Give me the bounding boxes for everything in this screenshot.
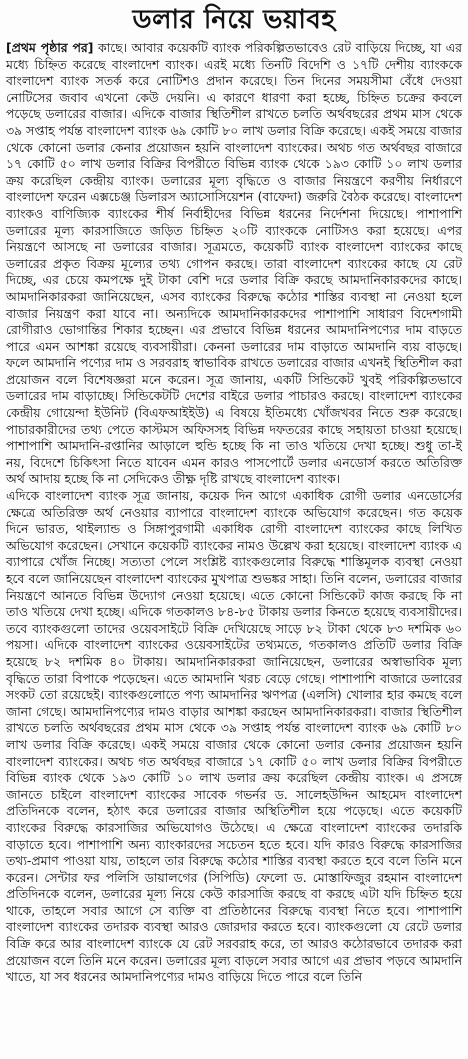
paragraph-2-text: এদিকে বাংলাদেশ ব্যাংক সূত্র জানায়, কয়েক দিন আগে একাধিক রোগী ডলার এনডোর্সের ক্ষেত্রে অতিরিক্ত অর্থ নেওয়ার ব্যাপারে বাংলাদেশ ব্যাংকে অভিযোগ করেছেন। গত কয়েক দিনে ভারত, থাইল্যান্ড ও সিঙ্গাপুরগামী একাধিক রোগী বাংলাদেশ ব্যাংকের কাছে লিখিত অভিযোগ করেছেন। সেখানে কয়েকটি ব্যাংকের নামও উল্লেখ করা হয়েছে। বাংলাদেশ ব্যাংক এ ব্যাপারে খোঁজ নিচ্ছে। সত্যতা পেলে সংশ্লিষ্ট ব্যাংকগুলোর বিরুদ্ধে শাস্তিমূলক ব্যবস্থা নেওয়া হবে বলে জানিয়েছেন বাংলাদেশ ব্যাংকের মুখপাত্র শুভঙ্কর সাহা। তিনি বলেন, ডলারের বাজার নিয়ন্ত্রণে আনতে বিভিন্ন উদ্যোগ নেওয়া হয়েছে। এতে কোনো সিন্ডিকেট কাজ করছে কি না তাও খতিয়ে দেখা হচ্ছে। এদিকে গতকালও ৮৪-৮৫ টাকায় ডলার কিনতে হয়েছে ব্যবসায়ীদের। তবে ব্যাংকগুলো তাদের ওয়েবসাইটে বিক্রি দেখিয়েছে সাড়ে ৮২ টাকা থেকে ৮৩ দশমিক ৬০ পয়সা। এদিকে বাংলাদেশ ব্যাংকের ওয়েবসাইটের তথ্যমতে, গতকালও প্রতিটি ডলার বিক্রি হয়েছে ৮২ দশমিক ৪০ টাকায়। আমদানিকারকরা জানিয়েছেন, ডলারের অস্বাভাবিক মূল্য বৃদ্ধিতে তারা বিপাকে পড়েছেন। এতে আমদানি খরচ বেড়ে গেছে। পাশাপাশি বাজারে ডলারের সংকট তো রয়েছেই। ব্যাংকগুলোতে পণ্য আমদানির ঋণপত্র (এলসি) খোলার হার কমছে বলে জানা গেছে। আমদানিপণ্যের দামও বাড়ার আশঙ্কা করছেন আমদানিকারকরা। বাজার স্থিতিশীল রাখতে চলতি অর্থবছরের প্রথম মাস থেকে ৩৯ সপ্তাহ পর্যন্ত বাংলাদেশ ব্যাংক ৬৯ কোটি ৮০ লাখ ডলার বিক্রি করেছে। একই সময়ে বাজার থেকে কোনো ডলার কেনার প্রয়োজন হয়নি বাংলাদেশ ব্যাংকের। অথচ গত অর্থবছর বাজারে ১৭ কোটি ৫০ লাখ ডলার বিক্রির বিপরীতে বিভিন্ন ব্যাংক থেকে ১৯৩ কোটি ১০ লাখ ডলার ক্রয় করেছিল কেন্দ্রীয় ব্যাংক। এ প্রসঙ্গে জানতে চাইলে বাংলাদেশ ব্যাংকের সাবেক গভর্নর ড. সালেহউদ্দিন আহমেদ বাংলাদেশ প্রতিদিনকে বলেন, হঠাৎ করে ডলারের বাজার অস্থিতিশীল হয়ে পড়েছে। এতে কয়েকটি ব্যাংকের বিরুদ্ধে কারসাজির অভিযোগও উঠেছে। এ ক্ষেত্রে বাংলাদেশ ব্যাংকের তদারকি বাড়াতে হবে। পাশাপাশি অন্য ব্যাংকারদের সচেতন হতে হবে। যদি কারও বিরুদ্ধে কারসাজির তথ্য-প্রমাণ পাওয়া যায়, তাহলে তার বিরুদ্ধে কঠোর শাস্তির ব্যবস্থা করতে হবে বলে তিনি মনে করেন। সেন্টার ফর পলিসি ডায়ালগের (সিপিডি) ফেলো ড. মোস্তাফিজুর রহমান বাংলাদেশ প্রতিদিনকে বলেন, ডলারের মূল্য নিয়ে কেউ কারসাজি করছে বা করছে এটা যদি চিহ্নিত হয়ে থাকে, তাহলে সবার আগে সে ব্যক্তি বা প্রতিষ্ঠানের বিরুদ্ধে ব্যবস্থা নিতে হবে। পাশাপাশি বাংলাদেশ ব্যাংকের তদারক ব্যবস্থা আরও জোরদার করতে হবে। ব্যাংকগুলো যে রেটে ডলার বিক্রি করে আর বাংলাদেশ ব্যাংকে যে রেট সরবরাহ করে, তা আরও কঠোরভাবে তদারক করা প্রয়োজন বলে তিনি মনে করেন। ডলারের মূল্য বাড়লে সবার আগে এর প্রভাব পড়বে আমদানি খাতে, যা সব ধরনের আমদানিপণ্যের দামও বাড়িয়ে দিতে পারে বলে তিনি bbox=[6, 488, 462, 985]
paragraph-1-text: কাছে। আবার কয়েকটি ব্যাংক পরিকল্পিতভাবেও রেট বাড়িয়ে দিচ্ছে, যা এর মধ্যে চিহ্নিত করেছে বাংলাদেশ ব্যাংক। এরই মধ্যে তিনটি বিদেশি ও ১৭টি দেশীয় ব্যাংককে বাংলাদেশ ব্যাংক সতর্ক করে নোটিশও প্রদান করেছে। তিন দিনের সময়সীমা বেঁধে দেওয়া নোটিসের জবাব এখনো কেউ দেয়নি। এ কারণে ধারণা করা হচ্ছে, চিহ্নিত চক্রের কবলে পড়েছে ডলারের বাজার। এদিকে বাজার স্থিতিশীল রাখতে চলতি অর্থবছরের প্রথম মাস থেকে ৩৯ সপ্তাহ পর্যন্ত বাংলাদেশ ব্যাংক ৬৯ কোটি ৮০ লাখ ডলার বিক্রি করেছে। একই সময়ে বাজার থেকে কোনো ডলার কেনার প্রয়োজন হয়নি বাংলাদেশ ব্যাংকের। অথচ গত অর্থবছর বাজারে ১৭ কোটি ৫০ লাখ ডলার বিক্রির বিপরীতে বিভিন্ন ব্যাংক থেকে ১৯৩ কোটি ১০ লাখ ডলার ক্রয় করেছিল কেন্দ্রীয় ব্যাংক। ডলারের মূল্য বৃদ্ধিতে ও বাজার নিয়ন্ত্রণে করণীয় নির্ধারণে বাংলাদেশ ফরেন এক্সচেঞ্জ ডিলারস অ্যাসোসিয়েশন (বাফেদা) জরুরি বৈঠক করেছে। বাংলাদেশ ব্যাংকও বাণিজ্যিক ব্যাংকের শীর্ষ নির্বাহীদের বিভিন্ন ধরনের নির্দেশনা দিয়েছে। পাশাপাশি ডলারের মূল্য কারসাজিতে জড়িত চিহ্নিত ২০টি ব্যাংককে নোটিসও করা হয়েছে। এপর নিয়ন্ত্রণে আসছে না ডলারের বাজার। সূত্রমতে, কয়েকটি ব্যাংক বাংলাদেশ ব্যাংকের কাছে ডলারের প্রকৃত বিক্রয় মূল্যের তথ্য গোপন করছে। তারা বাংলাদেশ ব্যাংকের কাছে যে রেট দিচ্ছে, এর চেয়ে কমপক্ষে দুই টাকা বেশি দরে ডলার বিক্রি করছে আমদানিকারকদের কাছে। আমদানিকারকরা জানিয়েছেন, এসব ব্যাংকের বিরুদ্ধে কঠোর শাস্তির ব্যবস্থা না নেওয়া হলে বাজার নিয়ন্ত্রণ করা যাবে না। অন্যদিকে আমদানিকারকদের পাশাপাশি সাধারণ বিদেশগামী রোগীরাও ভোগান্তির শিকার হচ্ছেন। এর প্রভাবে বিভিন্ন ধরনের আমদানিপণ্যের দাম বাড়তে পারে এমন আশঙ্কা রয়েছে ব্যবসায়ীরা। কেননা ডলারের দাম বাড়াতে আমদানি ব্যয় বাড়ছে। ফলে আমদানি পণ্যের দাম ও সরবরাহ স্বাভাবিক রাখতে ডলারের বাজার এখনই স্থিতিশীল করা প্রয়োজন বলে বিশেষজ্ঞরা মনে করেন। সূত্র জানায়, একটি সিন্ডিকেট খুবই পরিকল্পিতভাবে ডলারের দাম বাড়াচ্ছে। সিন্ডিকেটটি দেশের বাইরে ডলার পাচারও করছে। বাংলাদেশ ব্যাংকের কেন্দ্রীয় গোয়েন্দা ইউনিট (বিএফআইইউ) এ বিষয়ে ইতিমধ্যে খোঁজখবর নিতে শুরু করেছে। পাচারকারীদের তথ্য পেতে কাস্টমস অফিসসহ বিভিন্ন দফতরের কাছে সহায়তা চাওয়া হয়েছে। পাশাপাশি আমদানি-রপ্তানির আড়ালে হুন্ডি হচ্ছে কি না তাও খতিয়ে দেখা হচ্ছে। শুধু তা-ই নয়, বিদেশে চিকিৎসা নিতে যাবেন এমন কারও পাসপোর্টে ডলার এনডোর্স করতে অতিরিক্ত অর্থ আদায় হচ্ছে কি না সেদিকেও তীক্ষ্ণ দৃষ্টি রাখছে বাংলাদেশ ব্যাংক। bbox=[6, 40, 462, 487]
continued-from-front-page-label: [প্রথম পৃষ্ঠার পর] bbox=[6, 40, 94, 55]
article-paragraph-2 bbox=[6, 488, 462, 986]
article-paragraph-1 bbox=[6, 40, 462, 488]
article-headline: ডলার নিয়ে ভয়াবহ bbox=[132, 5, 336, 35]
